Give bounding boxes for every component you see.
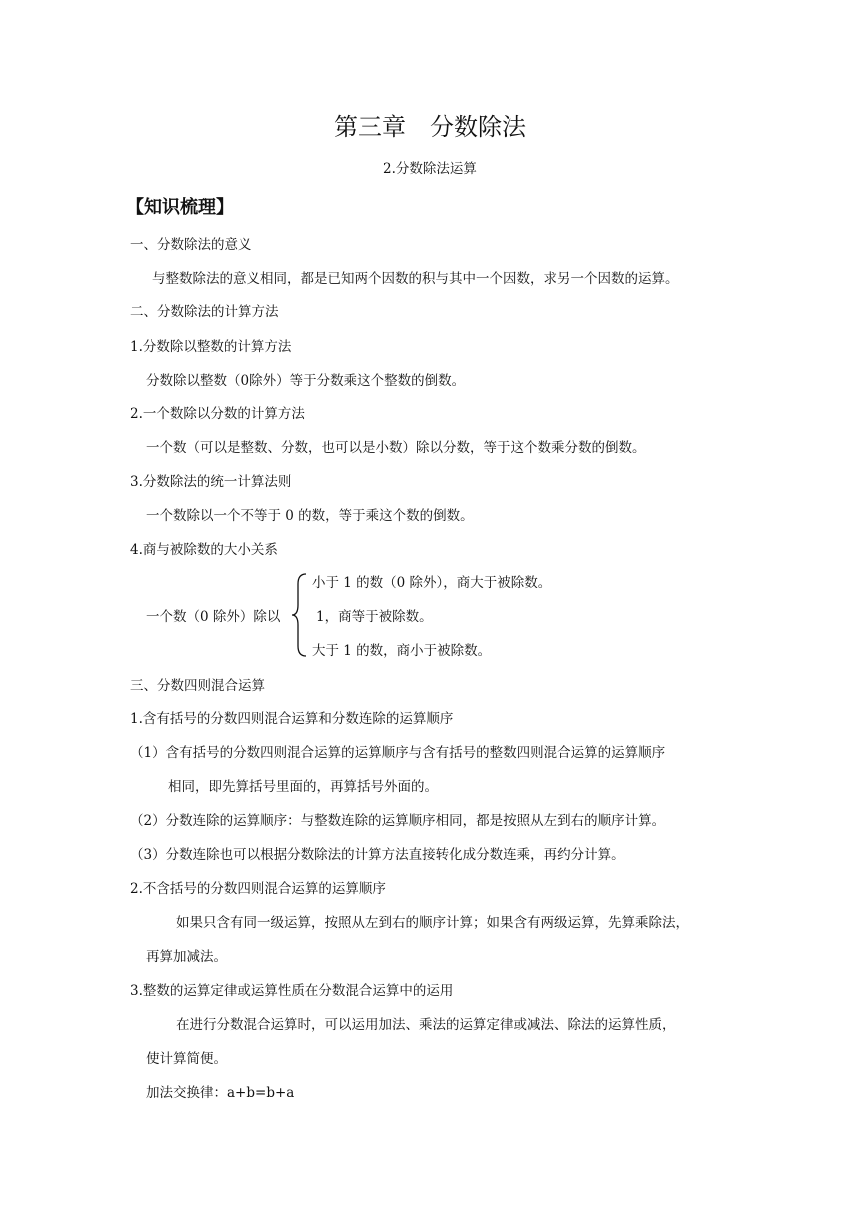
section-3-item-1-line-1: （1）含有括号的分数四则混合运算的运算顺序与含有括号的整数四则混合运算的运算顺序 (130, 745, 666, 761)
section-3-point-2-line-1: 如果只含有同一级运算，按照从左到右的顺序计算；如果含有两级运算，先算乘除法， (176, 915, 689, 931)
section-3-point-3-line-1: 在进行分数混合运算时，可以运用加法、乘法的运算定律或减法、除法的运算性质， (176, 1017, 676, 1033)
section-1-body: 与整数除法的意义相同，都是已知两个因数的积与其中一个因数，求另一个因数的运算。 (152, 271, 679, 287)
quotient-relation-lead: 一个数（0 除外）除以 (146, 609, 281, 625)
section-3-point-2-heading: 2.不含括号的分数四则混合运算的运算顺序 (130, 881, 386, 897)
section-2-point-2-body: 一个数（可以是整数、分数，也可以是小数）除以分数，等于这个数乘分数的倒数。 (146, 440, 646, 456)
addition-commutative-law: 加法交换律：a+b=b+a (146, 1085, 295, 1101)
section-3-point-3-line-2: 使计算简便。 (146, 1051, 227, 1067)
section-2-point-4-heading: 4.商与被除数的大小关系 (130, 542, 278, 558)
section-2-point-2-heading: 2.一个数除以分数的计算方法 (130, 406, 305, 422)
section-2-heading: 二、分数除法的计算方法 (130, 304, 279, 320)
quotient-case-greater-than-one: 大于 1 的数，商小于被除数。 (312, 643, 492, 659)
section-3-point-1-heading: 1.含有括号的分数四则混合运算和分数连除的运算顺序 (130, 711, 454, 727)
section-3-item-3: （3）分数连除也可以根据分数除法的计算方法直接转化成分数连乘，再约分计算。 (130, 847, 625, 863)
section-2-point-3-body: 一个数除以一个不等于 0 的数，等于乘这个数的倒数。 (146, 508, 474, 524)
section-3-heading: 三、分数四则混合运算 (130, 678, 265, 694)
quotient-case-equal-one: 1，商等于被除数。 (316, 609, 433, 625)
quotient-case-less-than-one: 小于 1 的数（0 除外），商大于被除数。 (312, 575, 552, 591)
section-3-item-2: （2）分数连除的运算顺序：与整数连除的运算顺序相同，都是按照从左到右的顺序计算。 (130, 813, 666, 829)
section-3-item-1-line-2: 相同，即先算括号里面的，再算括号外面的。 (168, 779, 438, 795)
section-2-point-3-heading: 3.分数除法的统一计算法则 (130, 474, 292, 490)
section-2-point-1-body: 分数除以整数（0除外）等于分数乘这个整数的倒数。 (146, 373, 466, 389)
section-3-point-3-heading: 3.整数的运算定律或运算性质在分数混合运算中的运用 (130, 983, 454, 999)
knowledge-heading: 【知识梳理】 (126, 197, 234, 218)
chapter-title: 第三章 分数除法 (334, 113, 526, 141)
left-brace (290, 572, 312, 658)
section-3-point-2-line-2: 再算加减法。 (146, 949, 227, 965)
section-2-point-1-heading: 1.分数除以整数的计算方法 (130, 339, 292, 355)
lesson-subtitle: 2.分数除法运算 (383, 161, 477, 177)
section-1-heading: 一、分数除法的意义 (130, 237, 252, 253)
